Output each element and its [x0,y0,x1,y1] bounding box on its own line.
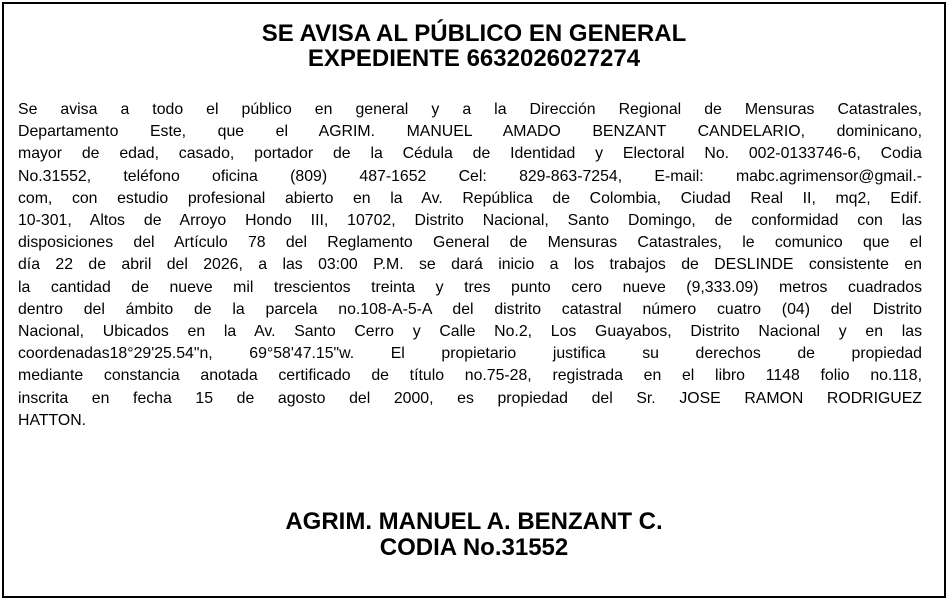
signer-name: AGRIM. MANUEL A. BENZANT C. [285,508,663,535]
notice-body-line: 10-301, Altos de Arroyo Hondo III, 10702, Distrito Nacional, Santo Domingo, de conformidad con las [18,212,922,230]
notice-header [4,21,944,71]
notice-body-line: Se avisa a todo el público en general y a la Dirección Regional de Mensuras Catastrales, [18,101,922,118]
notice-body [18,99,922,432]
notice-body-line: Nacional, Ubicados en la Av. Santo Cerro y Calle No.2, Los Guayabos, Distrito Nacional y en las [18,323,922,341]
notice-body-line: HATTON. [18,411,87,429]
notice-body-line: coordenadas18°29'25.54"n, 69°58'47.15"w. El propietario justifica su derechos de propiedad [18,345,922,363]
notice-body-line: mediante constancia anotada certificado de título no.75-28, registrada en el libro 1148 folio no.118, [18,367,922,385]
notice-title: SE AVISA AL PÚBLICO EN GENERAL [261,20,687,47]
codia-number: CODIA No.31552 [379,534,569,561]
notice-body-line: mayor de edad, casado, portador de la Cédula de Identidad y Electoral No. 002-0133746-6, Codia [18,145,922,163]
expediente-number: EXPEDIENTE 6632026027274 [307,45,641,72]
notice-body-line: la cantidad de nueve mil trescientos treinta y tres punto cero nueve (9,333.09) metros cuadrados [18,278,922,296]
notice-body-line: dentro del ámbito de la parcela no.108-A-5-A del distrito catastral número cuatro (04) del Distrito [18,300,922,318]
public-notice [2,2,946,598]
notice-body-line: día 22 de abril del 2026, a las 03:00 P.M. se dará inicio a los trabajos de DESLINDE consistente en [18,256,922,274]
notice-body-line: com, con estudio profesional abierto en la Av. República de Colombia, Ciudad Real II, mq2, Edif. [18,189,922,207]
signature-block [4,509,944,561]
notice-body-line: Departamento Este, que el AGRIM. MANUEL AMADO BENZANT CANDELARIO, dominicano, [18,123,922,141]
notice-body-line: No.31552, teléfono oficina (809) 487-1652 Cel: 829-863-7254, E-mail: mabc.agrimensor@gmail.- [18,167,922,185]
notice-body-line: inscrita en fecha 15 de agosto del 2000, es propiedad del Sr. JOSE RAMON RODRIGUEZ [18,389,922,407]
notice-body-line: disposiciones del Artículo 78 del Reglamento General de Mensuras Catastrales, le comunico que el [18,234,922,252]
